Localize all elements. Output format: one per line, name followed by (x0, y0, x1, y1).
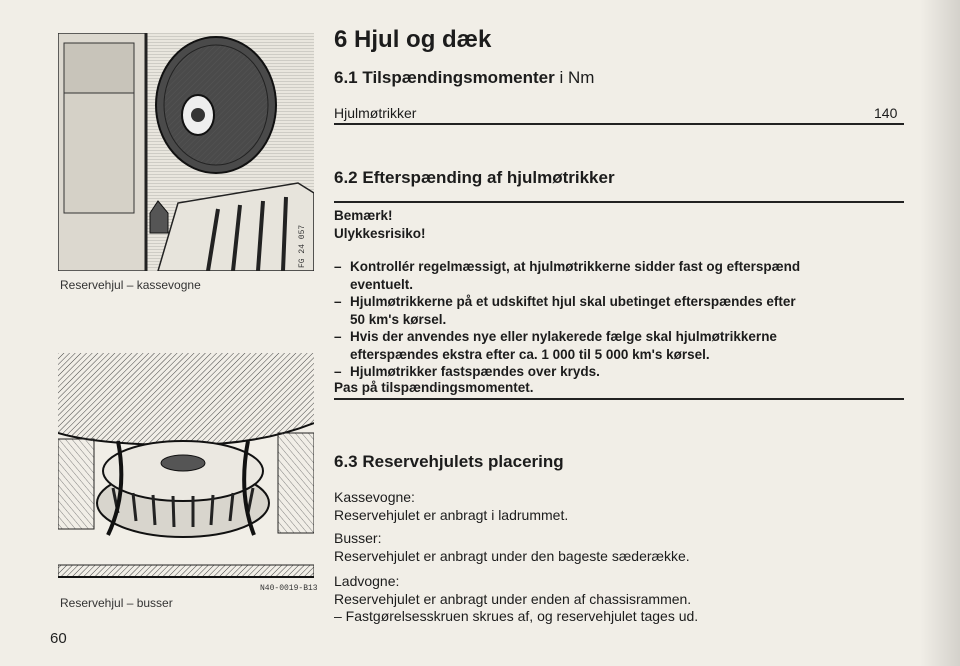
bullet-dash: – (334, 329, 342, 344)
table-rule (334, 123, 904, 125)
figure-caption-van: Reservehjul – kassevogne (60, 278, 201, 292)
note-bottom-rule (334, 398, 904, 400)
section-6-3-heading (334, 452, 564, 472)
torque-row-label: Hjulmøtrikker (334, 105, 417, 121)
figure-code-bus: N40-0019-B13 (260, 584, 318, 593)
vehicle-text-bus: Reservehjulet er anbragt under den bageste sæderække. (334, 548, 690, 564)
bullet-text: Hjulmøtrikker fastspændes over kryds. (350, 364, 600, 379)
note-bullet-1-cont: eventuelt. (350, 277, 414, 292)
torque-row-value: 140 (874, 105, 898, 121)
note-warning: Ulykkesrisiko! (334, 226, 426, 241)
page-number: 60 (50, 630, 67, 647)
note-footer: Pas på tilspændingsmomentet. (334, 380, 534, 395)
section-6-1-heading (334, 68, 594, 88)
vehicle-text-pickup: Reservehjulet er anbragt under enden af chassisrammen. (334, 591, 692, 607)
bullet-text: Hjulmøtrikkerne på et udskiftet hjul skal ubetinget efterspændes efter (350, 294, 796, 309)
figure-caption-bus: Reservehjul – busser (60, 596, 173, 610)
page-edge-shadow (920, 0, 960, 666)
section-6-1-title: Tilspændingsmomenter (362, 68, 555, 87)
section-6-3-title: Reservehjulets placering (362, 452, 564, 471)
section-6-2-title: Efterspænding af hjulmøtrikker (362, 168, 615, 187)
section-6-3-number: 6.3 (334, 452, 358, 471)
bullet-dash: – (334, 259, 342, 274)
bullet-dash: – (334, 364, 342, 379)
section-6-1-unit: i Nm (559, 68, 595, 87)
note-title: Bemærk! (334, 208, 393, 223)
chapter-number: 6 (334, 26, 348, 53)
bullet-text: Kontrollér regelmæssigt, at hjulmøtrikkerne sidder fast og efterspænd (350, 259, 801, 274)
section-6-2-heading (334, 168, 615, 188)
vehicle-label-van: Kassevogne: (334, 489, 415, 505)
bullet-text: Hvis der anvendes nye eller nylakerede fælge skal hjulmøtrikkerne (350, 329, 777, 344)
section-6-2-number: 6.2 (334, 168, 358, 187)
spare-wheel-bus-illustration (58, 353, 314, 595)
note-bullet-3-cont: efterspændes ekstra efter ca. 1 000 til 5 000 km's kørsel. (350, 347, 710, 362)
figure-code-van: FG 24 057 (298, 224, 307, 268)
vehicle-label-bus: Busser: (334, 530, 382, 546)
spare-wheel-van-illustration (58, 33, 314, 271)
section-6-1-number: 6.1 (334, 68, 358, 87)
chapter-title (334, 26, 491, 54)
note-bullet-2-cont: 50 km's kørsel. (350, 312, 447, 327)
bullet-dash: – (334, 294, 342, 309)
note-top-rule (334, 201, 904, 203)
vehicle-label-pickup: Ladvogne: (334, 573, 400, 589)
vehicle-text-van: Reservehjulet er anbragt i ladrummet. (334, 507, 569, 523)
removal-step: – Fastgørelsesskruen skrues af, og reservehjulet tages ud. (334, 608, 699, 624)
chapter-title-text: Hjul og dæk (354, 26, 492, 53)
